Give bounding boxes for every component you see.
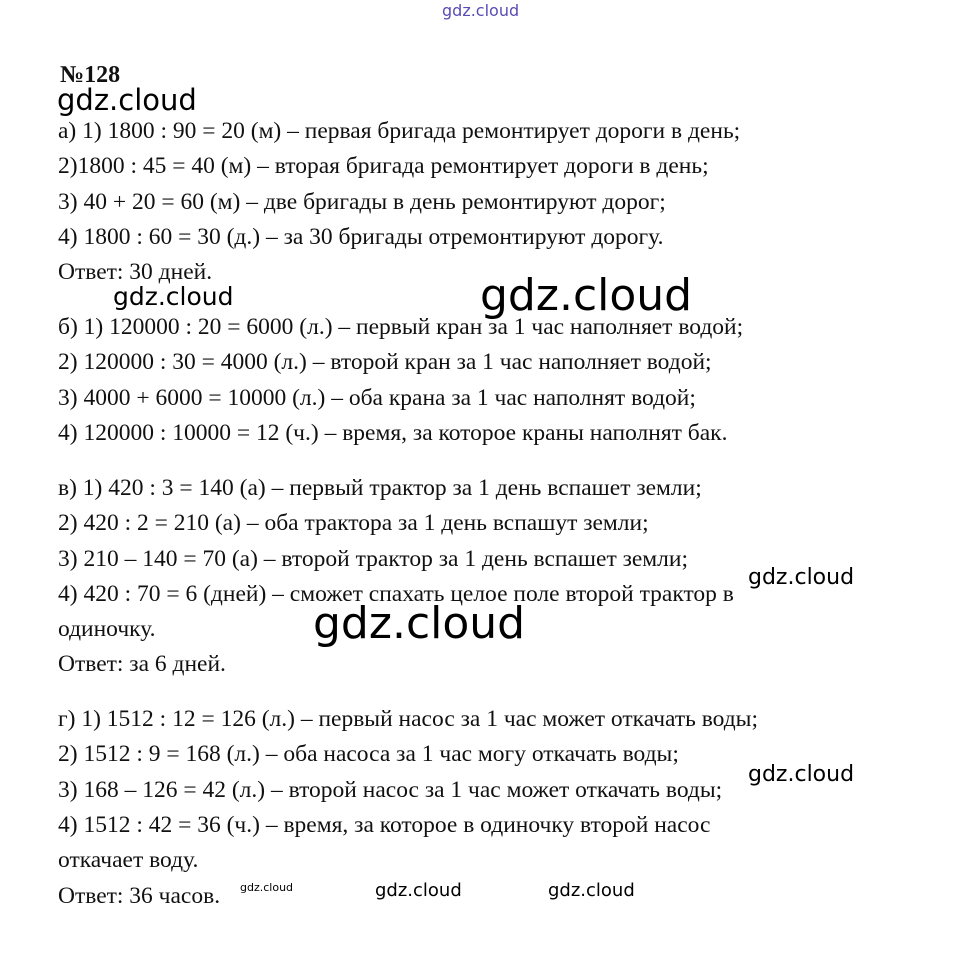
line-a3: 3) 40 + 20 = 60 (м) – две бригады в день ремонтируют дорог; [58,189,666,215]
answer-g: Ответ: 36 часов. [58,883,221,909]
line-g2: 2) 1512 : 9 = 168 (л.) – оба насоса за 1 час могу откачать воды; [58,741,679,767]
line-v4: 4) 420 : 70 = 6 (дней) – сможет спахать целое поле второй трактор в [58,581,734,607]
line-g4: 4) 1512 : 42 = 36 (ч.) – время, за которое в одиночку второй насос [58,812,711,838]
watermark-top: gdz.cloud [442,1,520,20]
watermark: gdz.cloud [375,880,462,901]
line-b2: 2) 120000 : 30 = 4000 (л.) – второй кран за 1 час наполняет водой; [58,349,712,375]
watermark-small: gdz.cloud [240,881,294,894]
watermark: gdz.cloud [57,83,197,117]
watermark: gdz.cloud [748,565,855,590]
answer-a: Ответ: 30 дней. [58,259,213,285]
line-g4-continued: откачает воду. [58,847,199,873]
line-b3: 3) 4000 + 6000 = 10000 (л.) – оба крана за 1 час наполнят водой; [58,385,696,411]
line-a4: 4) 1800 : 60 = 30 (д.) – за 30 бригады отремонтируют дорогу. [58,224,664,250]
problem-number: №128 [60,62,121,88]
line-b4: 4) 120000 : 10000 = 12 (ч.) – время, за которое краны наполнят бак. [58,420,728,446]
line-v3: 3) 210 – 140 = 70 (а) – второй трактор за 1 день вспашет земли; [58,546,689,572]
line-b1: б) 1) 120000 : 20 = 6000 (л.) – первый кран за 1 час наполняет водой; [58,314,744,340]
watermark: gdz.cloud [113,282,234,311]
answer-v: Ответ: за 6 дней. [58,651,226,677]
line-g3: 3) 168 – 126 = 42 (л.) – второй насос за 1 час может откачать воды; [58,777,723,803]
watermark-large: gdz.cloud [313,598,526,649]
line-a1: а) 1) 1800 : 90 = 20 (м) – первая бригада ремонтирует дороги в день; [58,118,741,144]
line-v2: 2) 420 : 2 = 210 (а) – оба трактора за 1 день вспашут земли; [58,510,649,536]
line-v4-continued: одиночку. [58,616,156,642]
watermark: gdz.cloud [548,880,635,901]
line-g1: г) 1) 1512 : 12 = 126 (л.) – первый насос за 1 час может откачать воды; [58,706,758,732]
watermark: gdz.cloud [748,762,855,787]
line-a2: 2)1800 : 45 = 40 (м) – вторая бригада ремонтирует дороги в день; [58,153,709,179]
watermark-large: gdz.cloud [480,270,693,321]
line-v1: в) 1) 420 : 3 = 140 (а) – первый трактор за 1 день вспашет земли; [58,475,702,501]
